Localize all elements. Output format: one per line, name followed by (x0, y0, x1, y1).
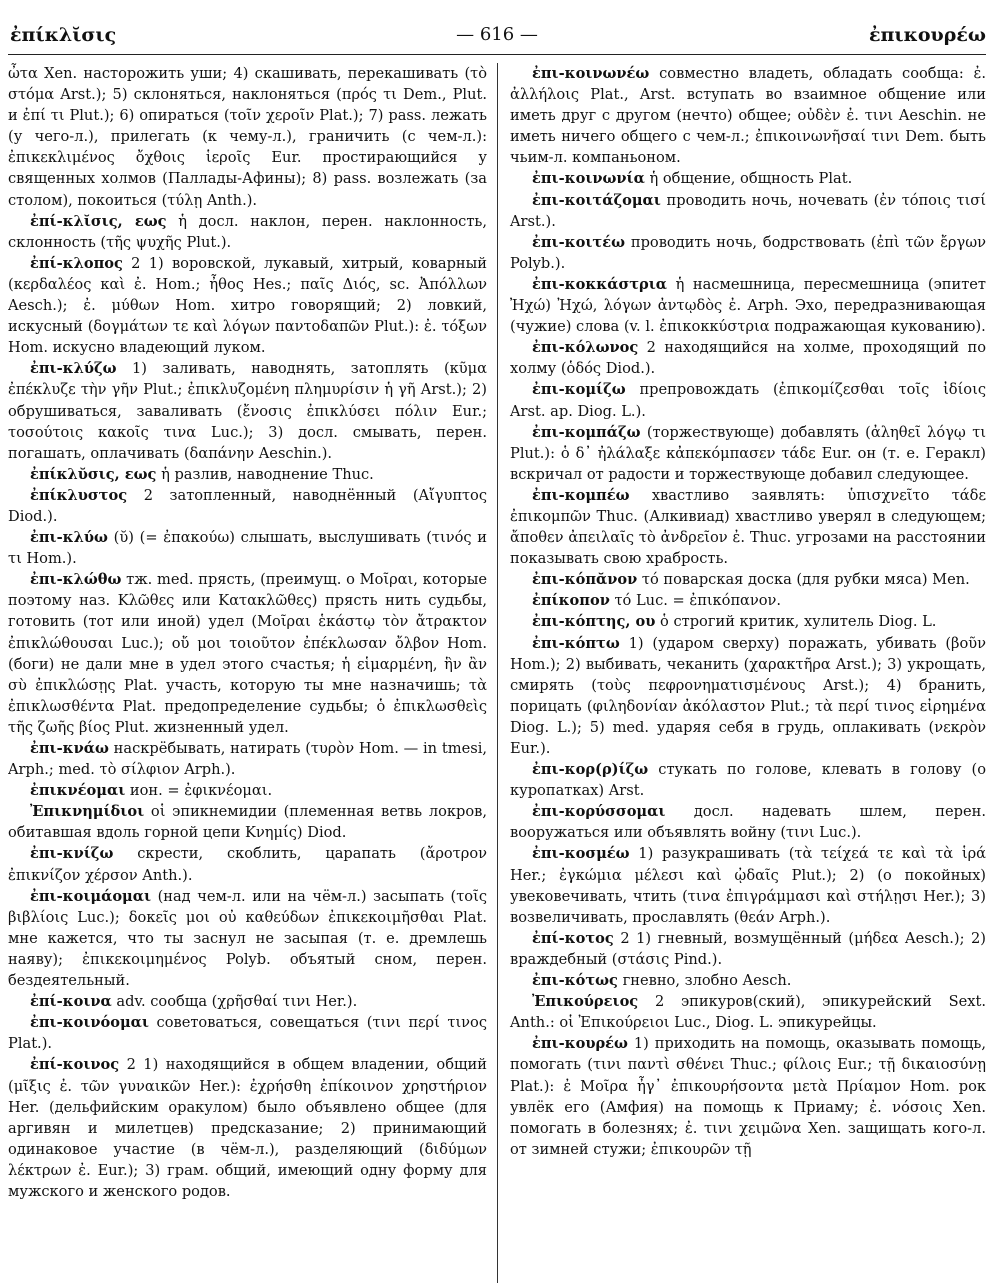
dictionary-entry (8, 991, 487, 1012)
dictionary-entry (8, 780, 487, 801)
entry-headword: ἐπίκλυστος (30, 486, 128, 504)
dictionary-entry (8, 1054, 487, 1202)
entry-headword: ἐπι-κλύω (30, 529, 108, 547)
entry-headword: ἐπίκοπον (532, 592, 610, 610)
dictionary-entry (510, 569, 986, 590)
dictionary-entry (8, 569, 487, 738)
entry-definition: тж. med. прясть, (преимущ. о Μοῖραι, которые поэтому наз. Κλῶθες или Κατακλῶθες) прясть нить судьбы, готовить (тот или иной) удел (Μοῖραι ἑκάστῳ τὸν ἄτρακτον ἐπικλώθουσαι Luc.); οὔ μοι τοιοῦτον ἐπέκλωσαν ὄλβον Hom. (боги) не дали мне в удел этого счастья; ἡ εἱμαρμένη, ἣν ἂν σὺ ἐπικλώσῃς Plat. участь, которую ты мне назначишь; τὰ ἐπικλωσθέντα Plat. предопределение судьбы; ὁ ἐπικλωσθεὶς τῆς ζωῆς βίος Plut. жизненный удел. (8, 571, 488, 736)
entry-definition: ион. = ἐφικνέομαι. (129, 782, 273, 800)
dictionary-entry (8, 738, 487, 780)
entry-headword: Ἐπικνημίδιοι (30, 803, 145, 821)
entry-headword: ἐπίκλῠσις, εως (30, 465, 157, 483)
entry-headword: ἐπι-κορύσσομαι (532, 803, 666, 821)
entry-definition: οἱ эпикнемидии (племенная ветвь локров, обитавшая вдоль горной цепи Κνημίς) Diod. (8, 803, 488, 842)
entry-definition: гневно, злобно Aesch. (622, 972, 792, 990)
dictionary-entry (8, 886, 487, 991)
entry-headword: ἐπι-κόλωνος (532, 339, 639, 357)
entry-definition: 1) приходить на помощь, оказывать помощь, помогать (τινι παντὶ σθένει Thuc.; φίλοις Eur.; τῇ δικαιοσύνῃ Plat.): ἐ Μοῖρα ἦγ᾽ ἐπικουρήσοντα μετὰ Πρίαμον Hom. рок увлёк его (Амфия) на помощь к Приаму; ἐ. νόσοις Xen. помогать в болезнях; ἐ. τινι χειμῶνα Xen. защищать кого-л. от зимней стужи; ἐπικουρῶν τῇ (510, 1035, 986, 1158)
entry-headword: ἐπι-κορ(ρ)ίζω (532, 761, 649, 779)
entry-headword: ἐπι-κλύζω (30, 360, 117, 378)
entry-definition: стукать по голове, клевать в голову (о куропатках) Arst. (510, 761, 986, 800)
dictionary-entry (8, 843, 487, 885)
entry-definition: τό поварская доска (для рубки мяса) Men. (641, 571, 970, 589)
entry-headword: ἐπί-κοτος (532, 929, 614, 947)
dictionary-entry (8, 211, 487, 253)
right-column (497, 63, 986, 1283)
entry-definition: ὦτα Xen. насторожить уши; 4) скашивать, перекашивать (τὸ στόμα Arst.); 5) склоняться, наклоняться (πρός τι Dem., Plut. и ἐπί τι Plut.); 6) опираться (τοῖν χεροῖν Plat.); 7) pass. лежать (у чего-л.), прилегать (к чему-л.), граничить (с чем-л.): ἐπικεκλιμένος ὄχθοις ἱεροῖς Eur. простирающийся у священных холмов (Паллады-Афины); 8) pass. возлежать (за столом), покоиться (τύλῃ Anth.). (8, 65, 487, 209)
dictionary-entry (510, 759, 986, 801)
dictionary-entry (8, 358, 487, 463)
entry-headword: ἐπι-κόπᾰνον (532, 571, 638, 589)
entry-headword: ἐπί-κλοπος (30, 254, 123, 272)
entry-definition: 2 1) воровской, лукавый, хитрый, коварный (κερδαλέος καὶ ἐ. Hom.; ἦθος Hes.; παῖς Διός, sc. Ἀπόλλων Aesch.); ἐ. μύθων Hom. хитро говорящий; 2) ловкий, искусный (δογμάτων τε καὶ λόγων παντοδαπῶν Plut.): ἐ. τόξων Hom. искусно владеющий луком. (8, 254, 487, 357)
entry-headword: ἐπι-κοσμέω (532, 845, 630, 863)
entry-definition: проводить ночь, бодрствовать (ἐπὶ τῶν ἔργων Polyb.). (510, 233, 986, 272)
dictionary-entry (510, 379, 986, 421)
entry-definition: 1) разукрашивать (τὰ τείχεά τε καὶ τὰ ἱρά Her.; ἐγκώμια μέλεσι καὶ ᾠδαῖς Plut.); 2) (о покойных) увековечивать, чтить (τινα ἐπιγράμμασι καὶ στήλῃσι Her.); 3) возвеличивать, прославлять (θεάν Arph.). (510, 845, 986, 926)
dictionary-entry (8, 1012, 487, 1054)
dictionary-entry (510, 168, 986, 189)
entry-headword: ἐπι-κόπτης, ου (532, 613, 656, 631)
entry-definition: совместно владеть, обладать сообща: ἐ. ἀλλήλοις Plat., Arst. вступать во взаимное общение или иметь друг с другом (нечто) общее; οὐδὲν ἐ. τινι Aeschin. не иметь ничего общего с чем-л.; ἐπικοινωνῆσαί τινι Dem. быть чьим-л. компаньоном. (510, 65, 986, 167)
entry-headword: ἐπί-κλῐσις, εως (30, 212, 167, 230)
dictionary-entry (510, 611, 986, 632)
dictionary-entry (8, 464, 487, 485)
dictionary-entry (510, 485, 986, 569)
entry-headword: ἐπι-κομίζω (532, 381, 626, 399)
entry-definition: ἡ насмешница, пересмешница (эпитет Ἠχώ) Ἠχώ, λόγων ἀντῳδὸς ἐ. Arph. Эхо, передразнивающая (чужие) слова (v. l. ἐπικοκκύστρια подражающая кукованию). (510, 275, 986, 336)
text-columns (8, 63, 986, 1283)
entry-definition: досл. надевать шлем, перен. вооружаться или объявлять войну (τινι Luc.). (510, 803, 986, 842)
dictionary-entry (510, 928, 986, 970)
dictionary-entry (510, 590, 986, 611)
entry-headword: ἐπι-κομπάζω (532, 423, 641, 441)
entry-headword: ἐπι-κοινόομαι (30, 1014, 149, 1032)
entry-definition: наскрёбывать, натирать (τυρὸν Hom. — in tmesi, Arph.; med. τὸ σίλφιον Arph.). (8, 740, 488, 779)
entry-definition: проводить ночь, ночевать (ἐν τόποις τισί Arst.). (510, 191, 986, 230)
left-column (8, 63, 497, 1283)
entry-headword: ἐπι-κνάω (30, 740, 109, 757)
dictionary-entry (510, 991, 986, 1033)
entry-headword: Ἐπικούρειος (532, 993, 639, 1011)
entry-headword: ἐπι-κόπτω (532, 634, 620, 652)
entry-definition: хвастливо заявлять: ὑπισχνεῖτο τάδε ἐπικομπῶν Thuc. (Алкивиад) хвастливо уверял в следующем; ἄποθεν ἀπειλαῖς τὸ ἀνδρεῖον ἐ. Thuc. угрозами на расстоянии показывать свою храбрость. (510, 486, 986, 568)
entry-definition: скрести, скоблить, царапать (ἄροτρον ἐπικνίζον χέρσον Anth.). (8, 845, 488, 884)
dictionary-entry (510, 422, 986, 485)
entry-headword: ἐπι-κοιτέω (532, 233, 625, 251)
entry-headword: ἐπί-κοινα (30, 993, 112, 1011)
header-first-headword: ἐπίκλῐσις (10, 24, 117, 46)
entry-headword: ἐπι-κοινωνέω (532, 65, 650, 82)
page-number: — 616 — (456, 24, 538, 45)
entry-definition: τό Luc. = ἐπικόπανον. (614, 592, 782, 610)
entry-definition: 2 затопленный, наводнённый (Αἴγυπτος Diod.). (8, 486, 487, 525)
entry-definition: (торжествующе) добавлять (ἀληθεῖ λόγῳ τι Plut.): ὁ δ᾽ ἠλάλαξε κἀπεκόμπασεν τάδε Eur. он (т. е. Геракл) вскричал от радости и торжествующе добавил следующее. (510, 423, 986, 483)
entry-headword: ἐπι-κλώθω (30, 571, 122, 589)
entry-definition: ἡ общение, общность Plat. (649, 170, 853, 188)
dictionary-entry (510, 63, 986, 168)
dictionary-entry (510, 1033, 986, 1160)
entry-headword: ἐπι-κοινωνία (532, 170, 645, 188)
entry-headword: ἐπι-κουρέω (532, 1035, 628, 1053)
entry-definition: ὁ строгий критик, хулитель Diog. L. (660, 613, 937, 631)
entry-definition: ἡ разлив, наводнение Thuc. (161, 465, 374, 483)
entry-definition: (над чем-л. или на чём-л.) засыпать (τοῖς βιβλίοις Luc.); δοκεῖς μοι οὐ καθεύδων ἐπικεκοιμῆσθαι Plat. мне кажется, что ты заснул не засыпая (т. е. дремлешь наяву); ἐπικεκοιμημένος Polyb. объятый сном, перен. бездеятельный. (8, 887, 487, 990)
entry-headword: ἐπι-κοιτάζομαι (532, 191, 661, 209)
entry-headword: ἐπικνέομαι (30, 782, 126, 800)
entry-definition: 1) заливать, наводнять, затоплять (κῦμα ἐπέκλυζε τὴν γῆν Plut.; ἐπικλυζομένη πλημυρίσιν ἡ γῆ Arst.); 2) обрушиваться, заваливать (ἔνοσις ἐπικλύσει πόλιν Eur.; τοσούτοις κακοῖς τινα Luc.); 3) досл. смывать, перен. погашать, оплачивать (δαπάνην Aeschin.). (8, 360, 487, 462)
entry-definition: 1) (ударом сверху) поражать, убивать (βοῦν Hom.); 2) выбивать, чеканить (χαρακτῆρα Arst.); 3) укрощать, смирять (τοὺς πεφρονηματισμένους Arst.); 4) бранить, порицать (φιληδονίαν ἀκόλαστον Plut.; τὰ περί τινος εἰρημένα Diog. L.); 5) med. ударяя себя в грудь, оплакивать (νεκρὸν Eur.). (510, 634, 986, 757)
entry-definition: (ῠ) (= ἐπακούω) слышать, выслушивать (τινός и τι Hom.). (8, 529, 488, 568)
dictionary-entry (510, 843, 986, 927)
dictionary-entry (8, 527, 487, 569)
entry-definition: 2 1) гневный, возмущённый (μήδεα Aesch.); 2) враждебный (στάσις Pind.). (510, 929, 986, 968)
entry-definition: 2 1) находящийся в общем владении, общий (μῖξις ἐ. τῶν γυναικῶν Her.): ἐχρήσθη ἐπίκοινον χρηστήριον Her. (дельфийским оракулом) было объявлено общее (для аргивян и милетцев) предсказание; 2) принимающий одинаковое участие (в чём-л.), разделяющий (διδύμων λέκτρων ἐ. Eur.); 3) грам. общий, имеющий одну форму для мужского и женского родов. (8, 1056, 488, 1200)
dictionary-entry (8, 253, 487, 358)
dictionary-entry (510, 970, 986, 991)
entry-headword: ἐπι-κοκκάστρια (532, 275, 668, 293)
dictionary-entry (510, 801, 986, 843)
entry-headword: ἐπι-κοιμάομαι (30, 887, 152, 905)
entry-definition: препровождать (ἐπικομίζεσθαι τοῖς ἰδίοις Arst. ap. Diog. L.). (510, 381, 986, 420)
dictionary-entry (510, 232, 986, 274)
dictionary-entry (510, 633, 986, 760)
entry-definition: 2 эпикуров(ский), эпикурейский Sext. Anth.: οἱ Ἐπικούρειοι Luc., Diog. L. эпикурейцы. (510, 993, 986, 1032)
entry-definition: 2 находящийся на холме, проходящий по холму (ὁδός Diod.). (510, 339, 986, 378)
page-header (8, 14, 986, 55)
entry-headword: ἐπί-κοινος (30, 1056, 120, 1074)
dictionary-entry (8, 485, 487, 527)
dictionary-entry (510, 274, 986, 337)
entry-headword: ἐπι-κότως (532, 972, 618, 990)
header-last-headword: ἐπικουρέω (868, 24, 986, 46)
entry-headword: ἐπι-κομπέω (532, 486, 630, 504)
dictionary-entry (510, 337, 986, 379)
entry-definition: ἡ досл. наклон, перен. наклонность, склонность (τῆς ψυχῆς Plut.). (8, 212, 487, 251)
dictionary-entry (510, 190, 986, 232)
entry-definition: adv. сообща (χρῆσθαί τινι Her.). (116, 993, 358, 1011)
dictionary-entry (8, 801, 487, 843)
entry-headword: ἐπι-κνίζω (30, 845, 114, 863)
dictionary-entry (8, 63, 487, 211)
entry-definition: советоваться, совещаться (τινι περί τινος Plat.). (8, 1014, 488, 1053)
